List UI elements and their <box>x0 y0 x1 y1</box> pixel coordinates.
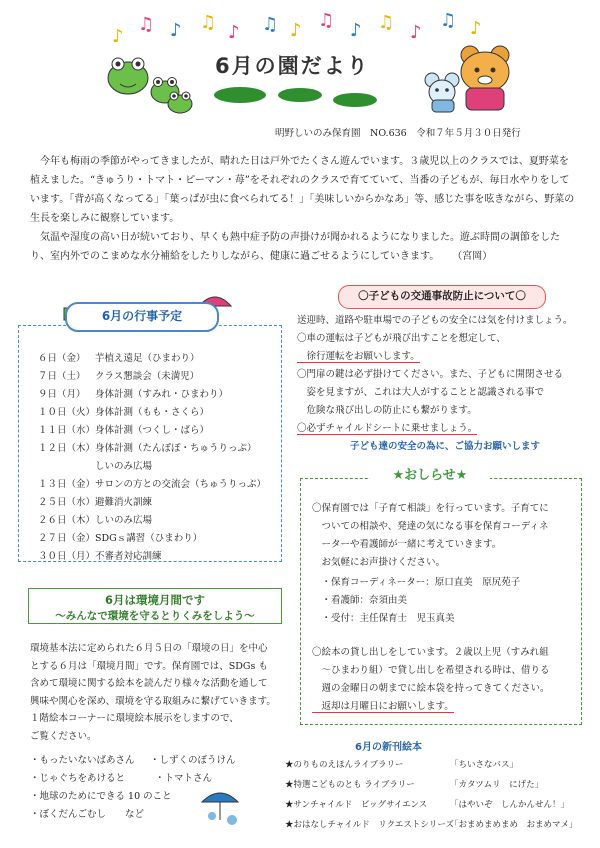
safety-closing: 子ども達の安全の為に、ご協力お願いします <box>350 441 541 452</box>
music-note-icon: ♫ <box>262 14 279 35</box>
notice-line: ～ひまわり組）で貸し出しを希望される時は、借りる <box>312 665 550 676</box>
events-title: 6月の行事予定 <box>65 302 219 332</box>
event-row: ６日（金） 芋植え遠足（ひまわり） <box>38 353 200 364</box>
safety-title: 〇子どもの交通事故防止について〇 <box>338 285 546 309</box>
environment-line: １階絵本コーナーに環境絵本展示をしますので、 <box>30 713 239 724</box>
notice-line: ついての相談や、発達の気になる事を保育コーディネ <box>312 521 549 532</box>
music-note-icon: ♫ <box>440 10 457 31</box>
safety-line: 送迎時、道路や駐車場での子どもの安全には気を付けましょう。 <box>297 315 573 326</box>
notice-line: 〇保育園では「子育て相談」を行っています。子育てに <box>312 503 549 514</box>
issue-line: 明野しいのみ保育園 NO.636 令和７年５月３０日発行 <box>275 128 521 139</box>
music-note-icon: ♪ <box>410 22 422 43</box>
new-book-title: 「ちいさなバス」 <box>450 760 519 770</box>
new-book-title: 「はやいぞ しんかんせん！」 <box>450 800 570 810</box>
new-books-title: 6月の新刊絵本 <box>355 742 422 753</box>
event-row: ２６日（木）しいのみ広場 <box>38 515 153 526</box>
book-item: ・じゃぐちをあけると <box>30 773 126 784</box>
new-book-series: ★サンチャイルド ビッグサイエンス <box>285 800 428 810</box>
environment-line: 興味や関心を深め、環境を守る取組みに繋げていきます。 <box>30 695 276 707</box>
book-item: ・トマトさん <box>155 773 213 784</box>
environment-line: 環境基本法に定められた６月５日の「環境の日」を中心 <box>30 643 268 654</box>
frog-icon <box>108 58 148 94</box>
intro-text <box>30 152 575 266</box>
music-note-icon: ♪ <box>170 20 182 41</box>
event-row: １３日（金）サロンの方との交流会（ちゅうりっぷ） <box>38 479 267 490</box>
music-note-icon: ♪ <box>470 18 482 39</box>
environment-line: 含めて環境に関する絵本を読んだり様々な活動を通して <box>30 678 268 689</box>
lily-pad-icon <box>333 93 377 107</box>
new-book-series: ★おはなしチャイルド リクエストシリーズ <box>285 820 454 830</box>
new-book-title: 「おまめまめまめ おまめマメ」 <box>450 820 578 830</box>
safety-line: 〇必ずチャイルドシートに乗せましょう。 <box>297 423 478 434</box>
music-note-icon: ♪ <box>228 22 240 43</box>
notice-line: ーターや看護師が一緒に考えていきます。 <box>312 539 502 550</box>
mouse-icon <box>425 73 459 112</box>
new-book-series: ★のりものえほんライブラリー <box>285 760 404 770</box>
intro-paragraph: 今年も梅雨の季節がやってきましたが、晴れた日は戸外でたくさん遊んでいます。３歳児以上のクラスでは、夏野菜を植えました。“きゅうり・トマト・ピーマン・苺”をそれぞれのクラスで育てていて、当番の子どもが、毎日水やりをしています。「背が高くなってる」「葉っぱが虫に食べられてる！」「美味しいからかなあ」等、感じた事を呟きながら、野菜の生長を楽しみに観察しています。 <box>30 156 575 224</box>
safety-line: 〇車の運転は子どもが飛び出すことを想定して、 <box>297 333 506 344</box>
book-item: ・ぼくだんごむし など <box>30 809 145 820</box>
music-note-icon: ♪ <box>290 20 302 41</box>
environment-title: 6月は環境月間です <box>104 593 205 607</box>
music-note-icon: ♫ <box>318 10 335 31</box>
event-row: ２５日（水）避難消火訓練 <box>38 497 153 508</box>
notice-line: 週の金曜日の朝までに絵本袋を持ってきてください。 <box>312 683 550 694</box>
safety-line: 姿を見ますが、これは大人がすることと認識される事で <box>297 387 545 398</box>
lily-pad-icon <box>214 87 266 103</box>
notice-line: ・受付：主任保育士 児玉真美 <box>312 613 455 624</box>
lily-pad-icon <box>278 88 322 102</box>
event-row: ２７日（金）SDGｓ講習（ひまわり） <box>38 533 203 544</box>
book-item: ・しずくのぼうけん <box>150 755 236 766</box>
music-note-icon: ♪ <box>350 20 362 41</box>
safety-line: 危険な飛び出しの防止にも繋がります。 <box>297 405 477 416</box>
notice-line: 〇絵本の貸し出しをしています。２歳以上児（すみれ組 <box>312 647 549 658</box>
environment-subtitle: ～みんなで環境を守るとりくみをしよう～ <box>55 610 255 622</box>
environment-text <box>30 640 280 745</box>
new-book-title: 「カタツムリ にげた」 <box>450 780 544 790</box>
environment-line: ご覧ください。 <box>30 730 97 742</box>
event-row: ３０日（月）不審者対応訓練 <box>38 551 162 562</box>
book-item: ・もったいないばあさん <box>30 755 135 766</box>
intro-paragraph: 気温や湿度の高い日が続いており、早くも熱中症予防の声掛けが聞かれるようになりました。遊ぶ時間の調節をしたり、室内外でのこまめな水分補給をしたりしながら、健康に過ごせるようにしていきます。 （宮岡） <box>30 232 560 262</box>
new-book-series: ★特選こどものとも ライブラリー <box>285 780 415 790</box>
notice-line: お気軽にお声掛けください。 <box>312 557 446 568</box>
event-row: ７日（土） クラス懇談会（未満児） <box>38 371 200 382</box>
music-note-icon: ♫ <box>138 14 155 35</box>
music-note-icon: ♫ <box>200 12 217 33</box>
environment-line: とする６月は「環境月間」です。保育園では、SDGs も <box>30 660 268 672</box>
environment-box <box>28 588 282 624</box>
notice-title: ★おしらせ★ <box>370 464 490 483</box>
notice-line: 返却は月曜日にお願いします。 <box>312 701 454 712</box>
event-row: １０日（火）身体計測（もも・さくら） <box>38 407 210 418</box>
event-row: ９日（月） 身体計測（すみれ・ひまわり） <box>38 389 229 400</box>
notice-line: ・看護師：奈須由美 <box>312 595 408 606</box>
page-title: 6月の園だより <box>215 54 370 78</box>
music-note-icon: ♫ <box>378 12 395 33</box>
event-row: しいのみ広場 <box>95 461 153 472</box>
event-row: １１日（水）身体計測（つくし・ばら） <box>38 425 210 436</box>
signature: （宮岡） <box>457 251 493 262</box>
notice-line: ・保育コーディネーター：原口直美 原尻苑子 <box>312 577 521 588</box>
book-item: ・地球のためにできる 10 のこと <box>30 791 172 802</box>
bear-icon <box>461 46 509 110</box>
safety-line: 徐行運転をお願いします。 <box>297 351 420 362</box>
umbrella-drops-icon <box>198 782 248 832</box>
frog-icon <box>168 92 192 113</box>
music-note-icon: ♪ <box>112 26 124 47</box>
safety-line: 〇門扉の鍵は必ず掛けてください。また、子どもに開閉させる <box>297 369 564 380</box>
event-row: １２日（木）身体計測（たんぽぽ・ちゅうりっぷ） <box>38 443 257 454</box>
